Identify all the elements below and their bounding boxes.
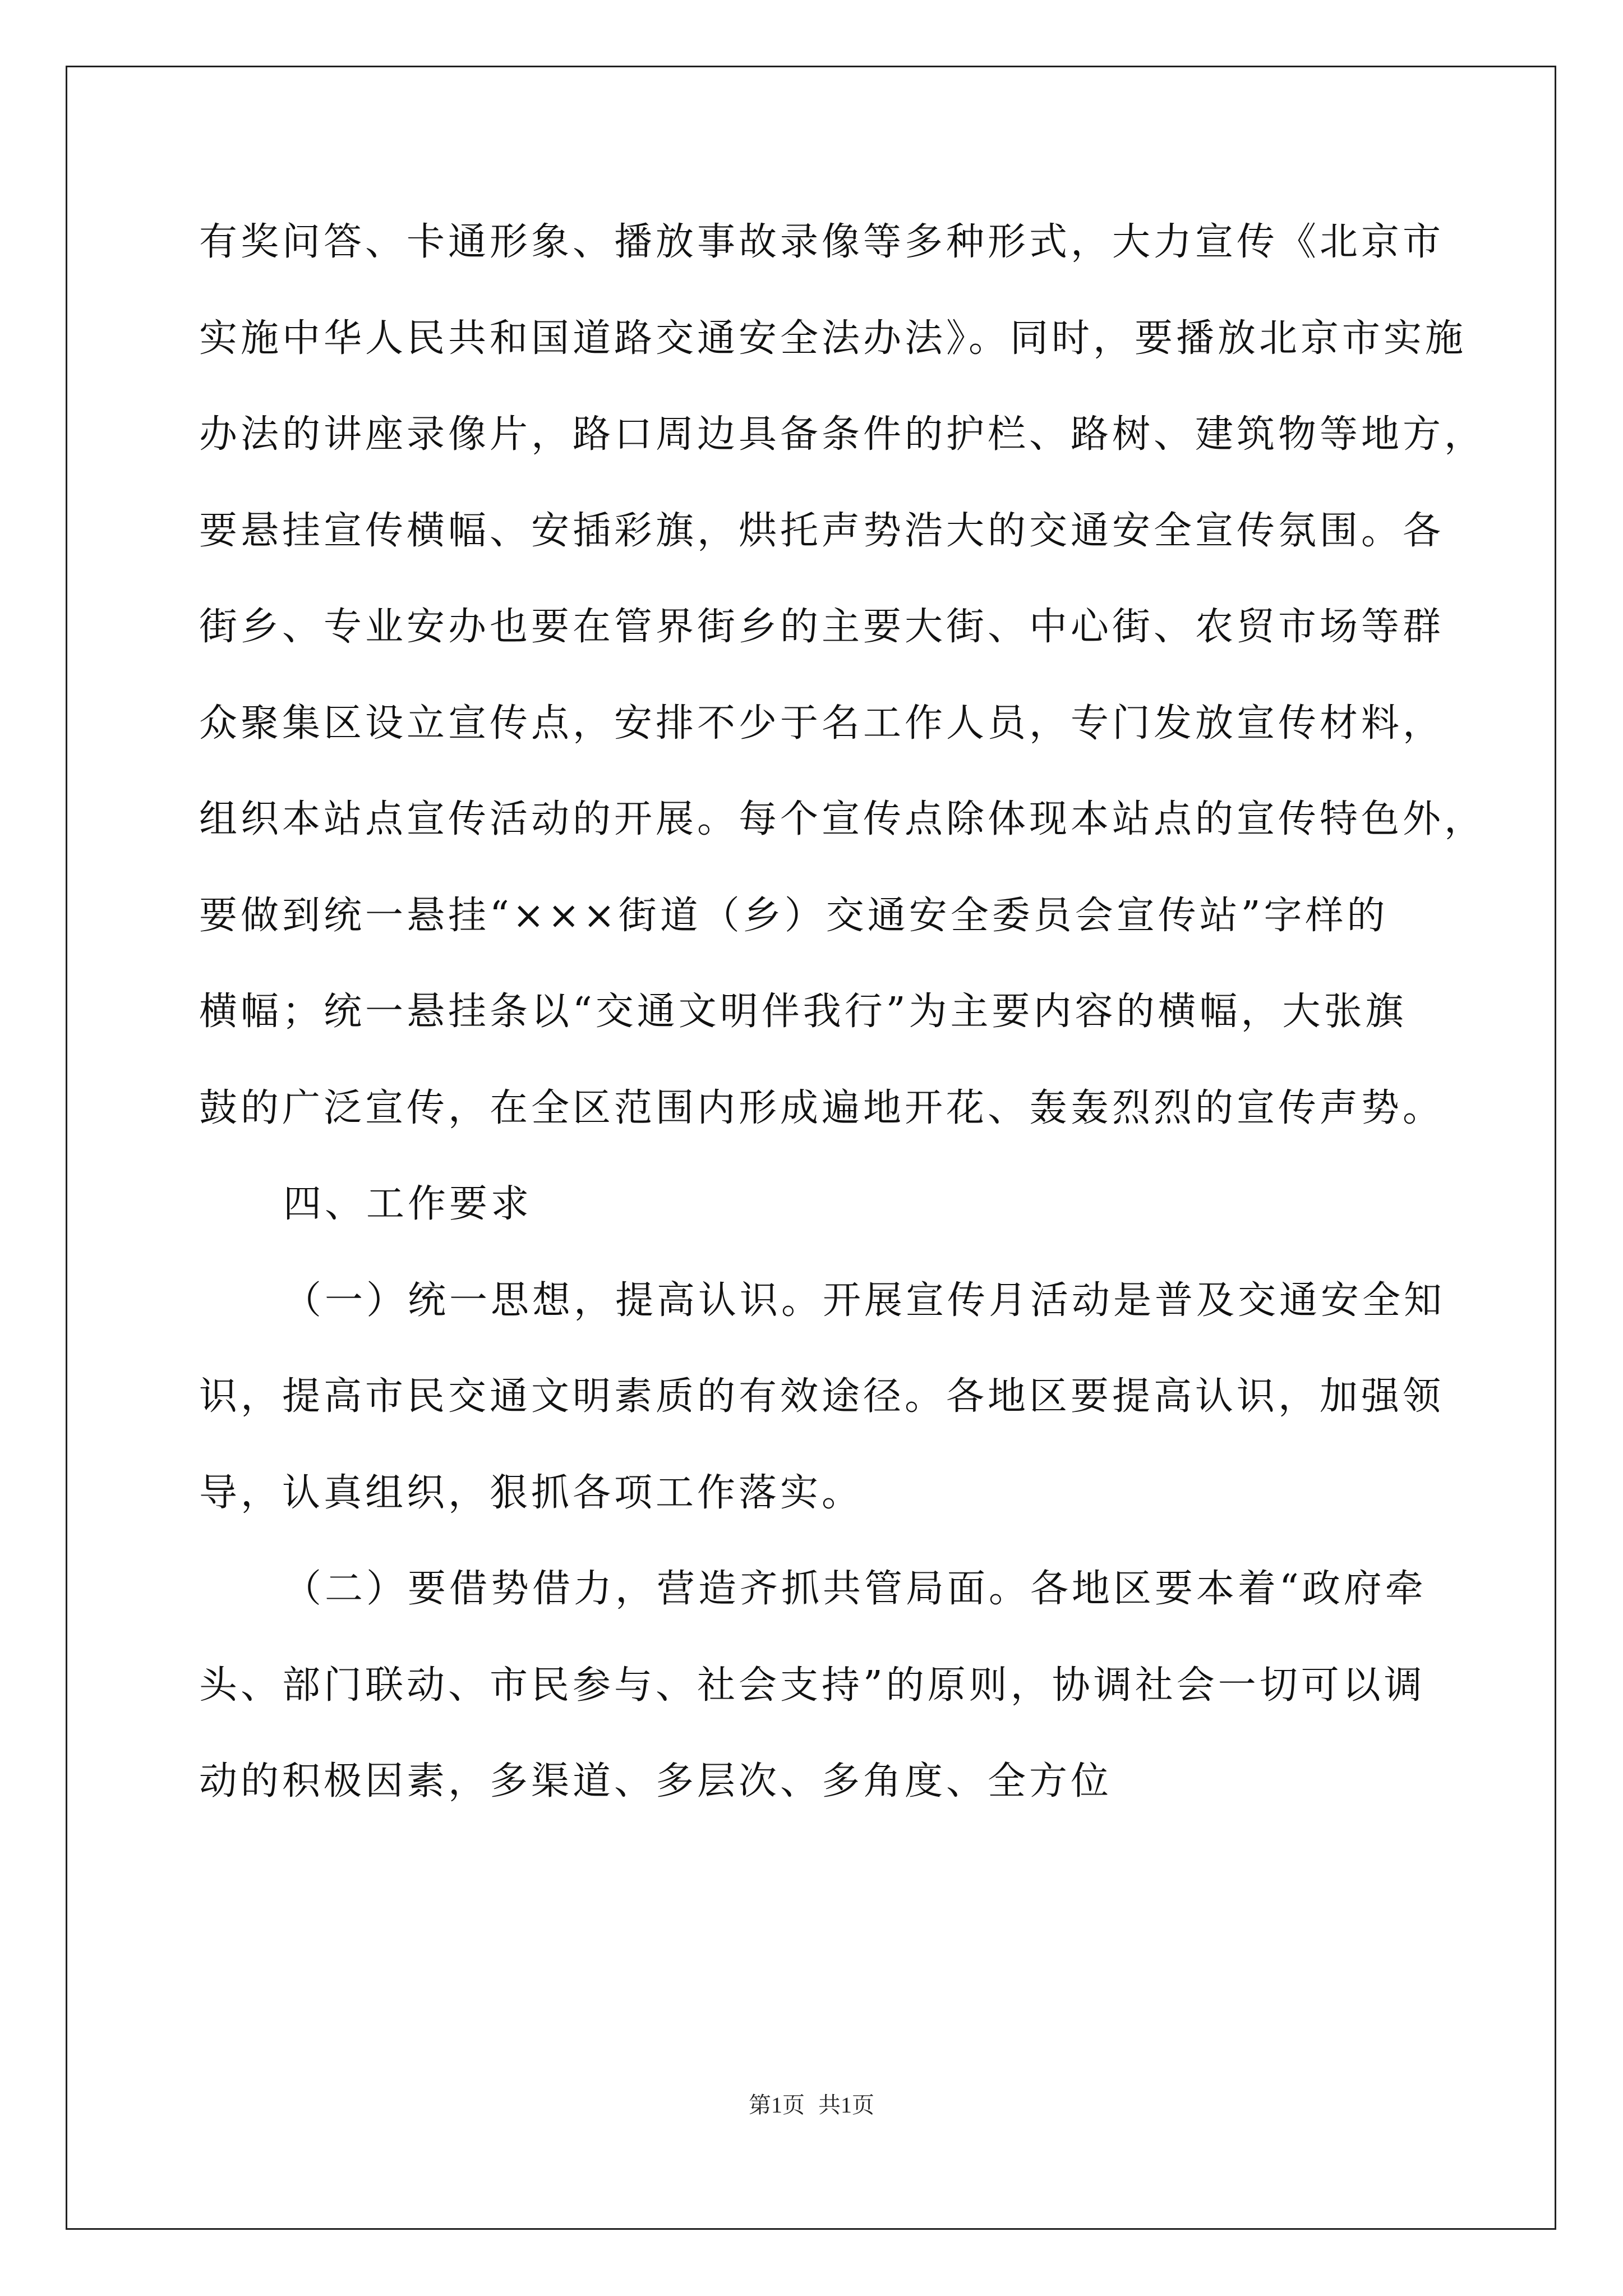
body-line: 要悬挂宣传横幅、安插彩旗，烘托声势浩大的交通安全宣传氛围。各 <box>199 508 1445 553</box>
body-line: 导，认真组织，狠抓各项工作落实。 <box>199 1470 864 1515</box>
page-footer: 第1页 共1页 <box>749 2092 874 2118</box>
body-line: 鼓的广泛宣传，在全区范围内形成遍地开花、轰轰烈烈的宣传声势。 <box>199 1085 1445 1130</box>
body-line: 动的积极因素，多渠道、多层次、多角度、全方位 <box>199 1759 1113 1803</box>
body-line: 头、部门联动、市民参与、社会支持”的原则，协调社会一切可以调 <box>199 1663 1426 1708</box>
body-line: 街乡、专业安办也要在管界街乡的主要大街、中心街、农贸市场等群 <box>199 605 1445 649</box>
body-line: 众聚集区设立宣传点，安排不少于名工作人员，专门发放宣传材料， <box>199 701 1445 746</box>
document-body <box>199 220 1486 1859</box>
body-line: 横幅；统一悬挂条以“交通文明伴我行”为主要内容的横幅，大张旗 <box>199 990 1407 1034</box>
paragraph-start-line: （一）统一思想，提高认识。开展宣传月活动是普及交通安全知 <box>283 1278 1446 1323</box>
body-line: 有奖问答、卡通形象、播放事故录像等多种形式，大力宣传《北京市 <box>199 220 1445 264</box>
body-line: 组织本站点宣传活动的开展。每个宣传点除体现本站点的宣传特色外， <box>199 797 1486 841</box>
paragraph-start-line: （二）要借势借力，营造齐抓共管局面。各地区要本着“政府牵 <box>283 1567 1427 1611</box>
section-heading: 四、工作要求 <box>283 1182 533 1226</box>
body-line: 要做到统一悬挂“×××街道（乡）交通安全委员会宣传站”字样的 <box>199 893 1389 938</box>
body-line: 识，提高市民交通文明素质的有效途径。各地区要提高认识，加强领 <box>199 1374 1445 1419</box>
body-line: 实施中华人民共和国道路交通安全法办法》。同时，要播放北京市实施 <box>199 316 1467 361</box>
body-line: 办法的讲座录像片，路口周边具备条件的护栏、路树、建筑物等地方， <box>199 412 1486 457</box>
